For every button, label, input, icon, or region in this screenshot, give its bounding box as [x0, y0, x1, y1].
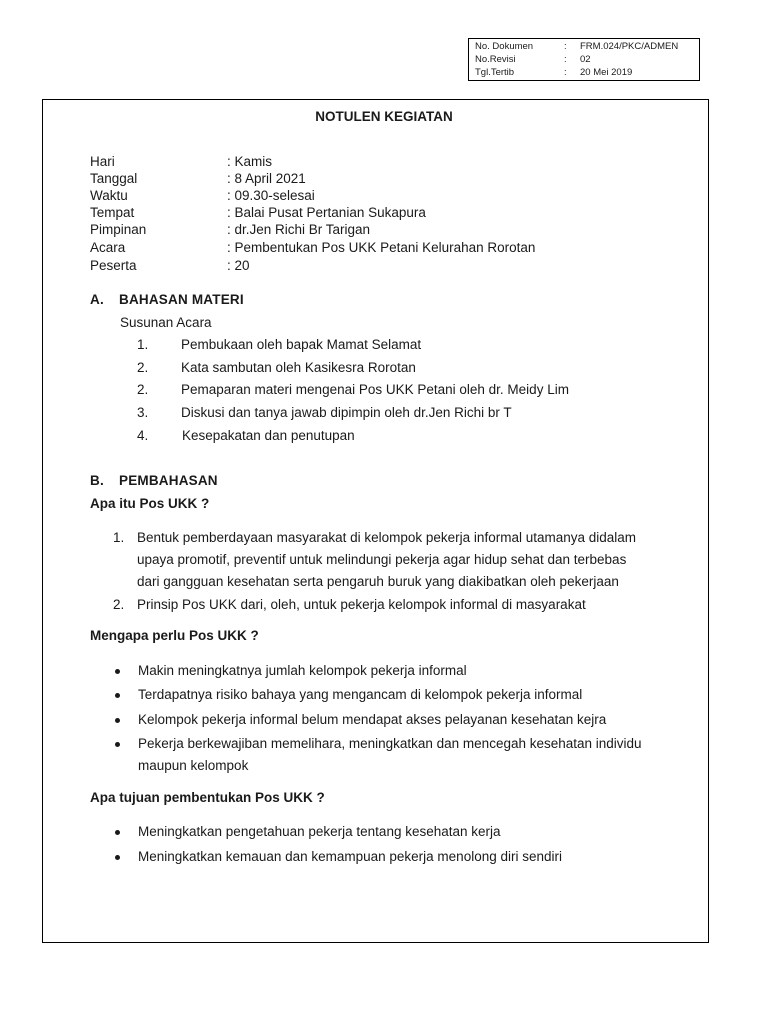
agenda-item-text: Pembukaan oleh bapak Mamat Selamat — [181, 337, 422, 352]
agenda-item-text: Diskusi dan tanya jawab dipimpin oleh dr.Jen Richi br T — [181, 405, 512, 420]
bullet-icon — [115, 718, 120, 723]
field-value-place: : Balai Pusat Pertanian Sukapura — [227, 205, 426, 220]
bullet-icon — [115, 855, 120, 860]
reason-item-line: Kelompok pekerja informal belum mendapat akses pelayanan kesehatan kejra — [138, 712, 607, 727]
section-b-marker: B. — [90, 473, 104, 488]
agenda-item-number: 4. — [137, 428, 149, 443]
field-value-date: : 8 April 2021 — [227, 171, 306, 186]
field-label-day: Hari — [90, 154, 115, 169]
field-label-agenda: Acara — [90, 240, 126, 255]
agenda-item-text: Pemaparan materi mengenai Pos UKK Petani oleh dr. Meidy Lim — [181, 382, 569, 397]
section-b-title: PEMBAHASAN — [119, 473, 218, 488]
doc-info-sep: : — [564, 54, 567, 65]
section-a-marker: A. — [90, 292, 104, 307]
field-label-date: Tanggal — [90, 171, 138, 186]
field-label-participants: Peserta — [90, 258, 137, 273]
doc-info-label: No. Dokumen — [475, 41, 534, 52]
bullet-icon — [115, 830, 120, 835]
field-value-time: : 09.30-selesai — [227, 188, 315, 203]
reason-item-line: Pekerja berkewajiban memelihara, meningkatkan dan mencegah kesehatan individu — [138, 736, 642, 751]
agenda-item-number: 2. — [137, 360, 149, 375]
document-title: NOTULEN KEGIATAN — [315, 109, 453, 124]
bullet-icon — [115, 742, 120, 747]
question-heading-purpose: Apa tujuan pembentukan Pos UKK ? — [90, 790, 325, 805]
doc-info-value: 02 — [580, 54, 591, 65]
doc-info-value: FRM.024/PKC/ADMEN — [580, 41, 679, 52]
definition-item-number: 1. — [113, 530, 125, 545]
field-value-agenda: : Pembentukan Pos UKK Petani Kelurahan Rorotan — [227, 240, 536, 255]
question-heading-why: Mengapa perlu Pos UKK ? — [90, 628, 259, 643]
doc-info-row-revision — [475, 53, 699, 66]
doc-info-row-date — [475, 66, 699, 79]
bullet-icon — [115, 693, 120, 698]
doc-info-label: No.Revisi — [475, 54, 516, 65]
field-value-participants: : 20 — [227, 258, 250, 273]
doc-info-sep: : — [564, 41, 567, 52]
purpose-item-line: Meningkatkan pengetahuan pekerja tentang kesehatan kerja — [138, 824, 501, 839]
question-heading-what: Apa itu Pos UKK ? — [90, 496, 210, 511]
field-label-time: Waktu — [90, 188, 128, 203]
definition-item-line: Prinsip Pos UKK dari, oleh, untuk pekerja kelompok informal di masyarakat — [137, 597, 586, 612]
document-info-box — [468, 38, 700, 81]
doc-info-sep: : — [564, 67, 567, 78]
section-a-title: BAHASAN MATERI — [119, 292, 244, 307]
agenda-item-number: 2. — [137, 382, 149, 397]
section-a-subtitle: Susunan Acara — [120, 315, 212, 330]
bullet-icon — [115, 669, 120, 674]
doc-info-value: 20 Mei 2019 — [580, 67, 633, 78]
doc-info-label: Tgl.Tertib — [475, 67, 515, 78]
field-value-leader: : dr.Jen Richi Br Tarigan — [227, 222, 371, 237]
field-label-place: Tempat — [90, 205, 135, 220]
reason-item-line: Terdapatnya risiko bahaya yang mengancam di kelompok pekerja informal — [138, 687, 583, 702]
reason-item-line: maupun kelompok — [138, 758, 249, 773]
agenda-item-text: Kata sambutan oleh Kasikesra Rorotan — [181, 360, 416, 375]
reason-item-line: Makin meningkatnya jumlah kelompok pekerja informal — [138, 663, 467, 678]
field-label-leader: Pimpinan — [90, 222, 147, 237]
agenda-item-number: 3. — [137, 405, 149, 420]
definition-item-line: upaya promotif, preventif untuk melindungi pekerja agar hidup sehat dan terbebas — [137, 552, 627, 567]
purpose-item-line: Meningkatkan kemauan dan kemampuan pekerja menolong diri sendiri — [138, 849, 562, 864]
definition-item-line: Bentuk pemberdayaan masyarakat di kelompok pekerja informal utamanya didalam — [137, 530, 637, 545]
doc-info-row-number — [475, 40, 699, 53]
definition-item-line: dari gangguan kesehatan serta pengaruh buruk yang diakibatkan oleh pekerjaan — [137, 574, 619, 589]
agenda-item-number: 1. — [137, 337, 149, 352]
field-value-day: : Kamis — [227, 154, 273, 169]
agenda-item-text: Kesepakatan dan penutupan — [182, 428, 355, 443]
definition-item-number: 2. — [113, 597, 125, 612]
